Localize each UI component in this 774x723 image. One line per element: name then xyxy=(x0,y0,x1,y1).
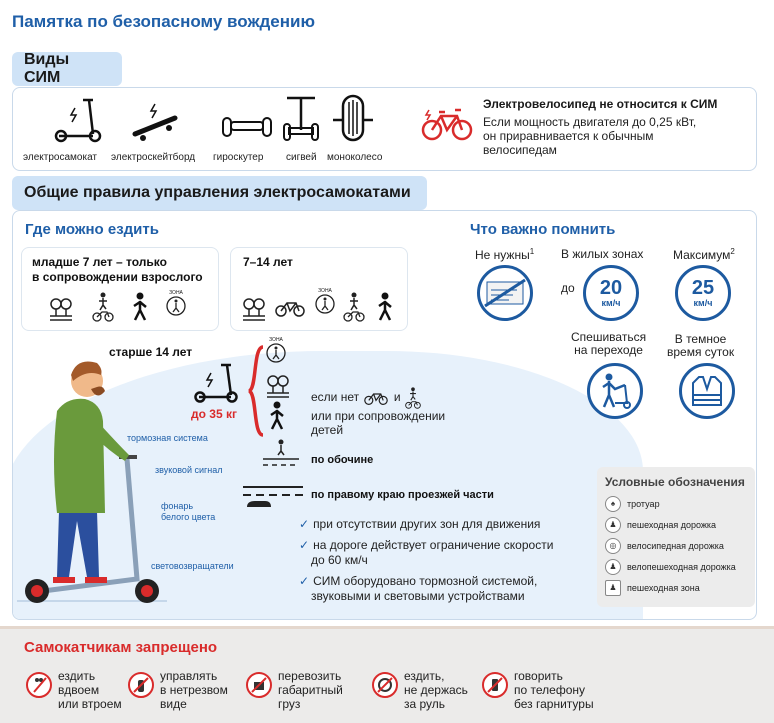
page-title: Памятка по безопасному вождению xyxy=(12,12,315,31)
legend-item: ♠ тротуар xyxy=(605,493,747,514)
types-panel xyxy=(12,87,757,171)
check-icon: ✓ xyxy=(299,538,310,552)
ped-zone-icon xyxy=(166,296,186,316)
monowheel-icon xyxy=(331,94,375,144)
cargo-banned-icon xyxy=(246,672,272,698)
bicycle-icon xyxy=(362,390,390,406)
right-edge-label: по правому краю проезжей части xyxy=(311,489,494,501)
banned-panel xyxy=(0,626,774,723)
ped-zone-icon: ♟ xyxy=(605,580,621,596)
rules-panel xyxy=(12,210,757,620)
brace-icon xyxy=(247,345,265,437)
roadway-icon xyxy=(243,483,303,511)
sidewalk-icon xyxy=(48,296,74,322)
banned-item: говорить по телефону без гарнитуры xyxy=(482,669,594,711)
segway-icon xyxy=(283,94,319,144)
under7-line2: в сопровождении взрослого xyxy=(32,270,203,284)
legend-heading: Условные обозначения xyxy=(605,475,745,489)
type-label-eskateboard: электроскейтборд xyxy=(111,152,196,163)
important-heading: Что важно помнить xyxy=(470,221,616,238)
bike-ped-icon xyxy=(343,292,365,322)
zone-label-under7: ЗОНА xyxy=(169,290,183,296)
bike-ped-path-icon: ♟ xyxy=(605,559,621,575)
type-label-hoverboard: гироскутер xyxy=(213,152,264,163)
pedestrian-icon xyxy=(375,292,395,322)
bike-path-icon: ◎ xyxy=(605,538,621,554)
rules-heading: Общие правила управления электросамокатами xyxy=(12,176,427,210)
shoulder-label: по обочине xyxy=(311,454,374,466)
bicycle-icon xyxy=(275,298,305,318)
hurry-label: Спешиваться на переходе xyxy=(571,330,647,357)
over14-label: старше 14 лет xyxy=(109,345,193,359)
banned-item: ездить вдвоем или втроем xyxy=(26,669,122,711)
if-no-text: если нет и или при сопровождении детей xyxy=(311,387,445,437)
legend-item: ♟ велопешеходная дорожка xyxy=(605,556,747,577)
do-label: до xyxy=(561,281,575,295)
age7-14-label: 7–14 лет xyxy=(243,255,293,269)
ped-zone-icon xyxy=(315,294,335,314)
rider-illustration xyxy=(17,351,167,620)
legend-item: ◎ велосипедная дорожка xyxy=(605,535,747,556)
no-hands-banned-icon xyxy=(372,672,398,698)
weight-limit: до 35 кг xyxy=(191,407,237,421)
dismount-icon xyxy=(587,363,643,419)
pedestrian-path-icon: ♟ xyxy=(605,517,621,533)
banned-item: ездить, не держась за руль xyxy=(372,669,468,711)
escooter-icon xyxy=(53,96,105,144)
bottle-banned-icon xyxy=(128,672,154,698)
pedestrian-icon xyxy=(267,401,287,431)
zone-label-over14: ЗОНА xyxy=(269,337,283,343)
ped-zone-icon xyxy=(266,343,286,363)
part-horn: звуковой сигнал xyxy=(155,465,223,475)
bike-ped-icon xyxy=(92,292,114,322)
part-light: фонарь белого цвета xyxy=(161,501,216,522)
residential-label: В жилых зонах xyxy=(561,247,644,261)
types-heading: Виды СИМ xyxy=(12,52,122,86)
ebike-title: Электровелосипед не относится к СИМ xyxy=(483,97,718,111)
dark-label: В темное время суток xyxy=(667,332,735,359)
check-icon: ✓ xyxy=(299,574,310,588)
legend-panel xyxy=(597,467,755,607)
banned-item: перевозить габаритный груз xyxy=(246,669,343,711)
pedestrian-icon xyxy=(130,292,150,322)
under7-card xyxy=(21,247,219,331)
phone-banned-icon xyxy=(482,672,508,698)
eskateboard-icon xyxy=(131,100,181,142)
legend-item: ♟ пешеходная зона xyxy=(605,577,747,598)
speed-20-sign: 20 км/ч xyxy=(583,265,639,321)
max-label: Максимум$^2$ xyxy=(673,247,735,262)
part-reflectors: световозвращатели xyxy=(151,561,234,571)
sidewalk-icon: ♠ xyxy=(605,496,621,512)
escooter-icon xyxy=(193,361,241,405)
banned-heading: Самокатчикам запрещено xyxy=(24,639,218,656)
sidewalk-icon xyxy=(241,296,267,322)
where-heading: Где можно ездить xyxy=(25,221,159,238)
under7-line1: младше 7 лет – только xyxy=(32,255,167,269)
hoverboard-icon xyxy=(221,116,273,140)
banned-item: управлять в нетрезвом виде xyxy=(128,669,228,711)
bike-ped-icon xyxy=(404,387,422,409)
ebike-text: Если мощность двигателя до 0,25 кВт, он приравнивается к обычным велосипедам xyxy=(483,115,697,157)
conditions-list: ✓ при отсутствии других зон для движения ✓ на дороге действует ограничение скорости до 60 км/ч ✓ СИМ оборудовано тормозной системой, звуковыми и световыми устройствами xyxy=(299,517,554,603)
type-label-monowheel: моноколесо xyxy=(327,152,383,163)
type-label-escooter: электросамокат xyxy=(23,152,97,163)
age7-14-card xyxy=(230,247,408,331)
not-needed-label: Не нужны$^1$ xyxy=(475,247,535,262)
check-icon: ✓ xyxy=(299,517,310,531)
zone-label-age7-14: ЗОНА xyxy=(318,288,332,294)
reflective-vest-icon xyxy=(679,363,735,419)
two-riders-banned-icon xyxy=(26,672,52,698)
no-license-icon xyxy=(477,265,533,321)
shoulder-icon xyxy=(261,439,301,467)
type-label-segway: сигвей xyxy=(286,152,317,163)
legend-item: ♟ пешеходная дорожка xyxy=(605,514,747,535)
ebike-icon xyxy=(421,106,473,142)
part-brakes: тормозная система xyxy=(127,433,208,443)
speed-25-sign: 25 км/ч xyxy=(675,265,731,321)
sidewalk-icon xyxy=(265,373,291,399)
